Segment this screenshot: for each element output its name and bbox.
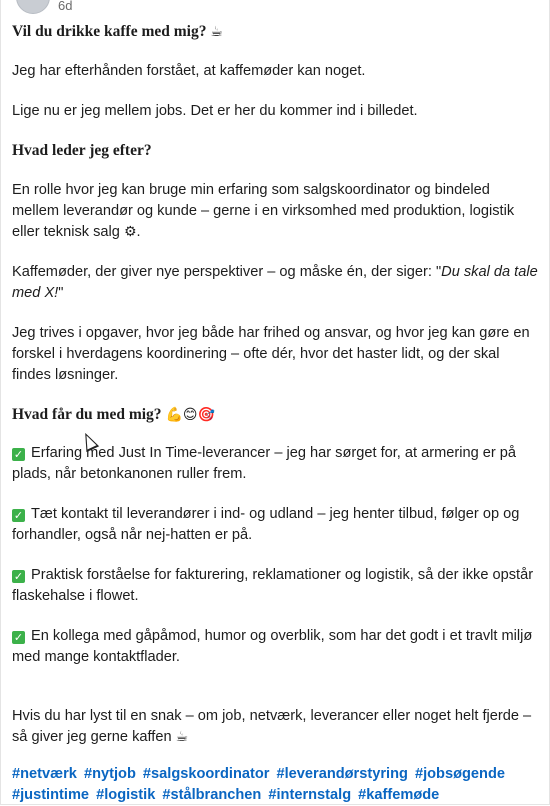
hashtag-link[interactable]: #kaffemøde	[358, 787, 440, 803]
check-icon: ✓	[13, 448, 24, 461]
hashtag-link[interactable]: #jobsøgende	[414, 766, 505, 782]
hashtag-link[interactable]: #salgskoordinator	[142, 766, 270, 782]
hashtag-link[interactable]: #stålbranchen	[162, 787, 262, 803]
list-item	[12, 565, 540, 607]
list-item-text: Praktisk forståelse for fakturering, reklamationer og logistik, så der ikke opstår flaskehalse i flowet.	[12, 567, 534, 604]
list-item-text: En kollega med gåpåmod, humor og overblik, som har det godt i et travlt miljø med mange kontaktflader.	[12, 628, 533, 665]
paragraph-4	[12, 262, 540, 304]
hashtags	[12, 764, 540, 806]
paragraph-4-quote: Du skal da tale med X!	[12, 264, 538, 301]
emoji-strength-smile-target-icon: 💪😊🎯	[165, 407, 215, 423]
paragraph-4-after: "	[58, 285, 64, 301]
check-icon: ✓	[13, 631, 24, 644]
paragraph-3-text: En rolle hvor jeg kan bruge min erfaring som salgskoordinator og bindeled mellem leverandør og kunde – gerne i en virksomhed med produktion, logistik eller teknisk salg	[12, 182, 515, 240]
check-icon: ✓	[13, 509, 24, 522]
closing-paragraph	[12, 706, 540, 748]
list-item-text: Erfaring med Just In Time-leverancer – jeg har sørget for, at armering er på plads, når betonkanonen ruller frem.	[12, 445, 517, 482]
list-item-text: Tæt kontakt til leverandører i ind- og udland – jeg henter tilbud, følger op og forhandler, også når nej-hatten er på.	[12, 506, 520, 543]
paragraph-5: Jeg trives i opgaver, hvor jeg både har frihed og ansvar, og hvor jeg kan gøre en forskel i hverdagens koordinering – ofte dér, hvor det haster lidt, og der skal findes løsninger.	[12, 325, 530, 383]
paragraph-4-before: Kaffemøder, der giver nye perspektiver – og måske én, der siger: "	[12, 264, 442, 280]
heading-what-looking-for: Hvad leder jeg efter?	[12, 142, 152, 159]
post-body	[12, 21, 540, 806]
hashtag-link[interactable]: #justintime	[12, 787, 90, 803]
list-item	[12, 504, 540, 546]
hashtag-link[interactable]: #internstalg	[268, 787, 352, 803]
hashtag-link[interactable]: #netværk	[12, 766, 77, 782]
closing-text: Hvis du har lyst til en snak – om job, netværk, leverancer eller noget helt fjerde – så giver jeg gerne kaffen	[12, 708, 532, 745]
heading-what-you-get	[12, 404, 540, 425]
list-item	[12, 626, 540, 668]
coffee-icon: ☕	[210, 24, 223, 40]
paragraph-1: Jeg har efterhånden forstået, at kaffemøder kan noget.	[12, 63, 366, 79]
check-icon: ✓	[13, 570, 24, 583]
paragraph-3: En rolle hvor jeg kan bruge min erfaring som salgskoordinator og bindeled mellem leverandør og kunde – gerne i en virksomhed med produktion, logistik eller teknisk salg ⚙.	[12, 182, 515, 240]
gear-icon: ⚙	[123, 224, 137, 240]
heading-what-you-get-text: Hvad får du med mig?	[12, 406, 162, 423]
hashtag-link[interactable]: #logistik	[96, 787, 156, 803]
post-timestamp: 6d	[58, 0, 73, 13]
post-title-text: Vil du drikke kaffe med mig?	[12, 23, 207, 40]
hashtag-link[interactable]: #nytjob	[83, 766, 136, 782]
post-title	[12, 21, 540, 42]
hashtag-link[interactable]: #leverandørstyring	[276, 766, 408, 782]
coffee-icon: ☕	[175, 729, 189, 745]
paragraph-2: Lige nu er jeg mellem jobs. Det er her du kommer ind i billedet.	[12, 103, 418, 119]
